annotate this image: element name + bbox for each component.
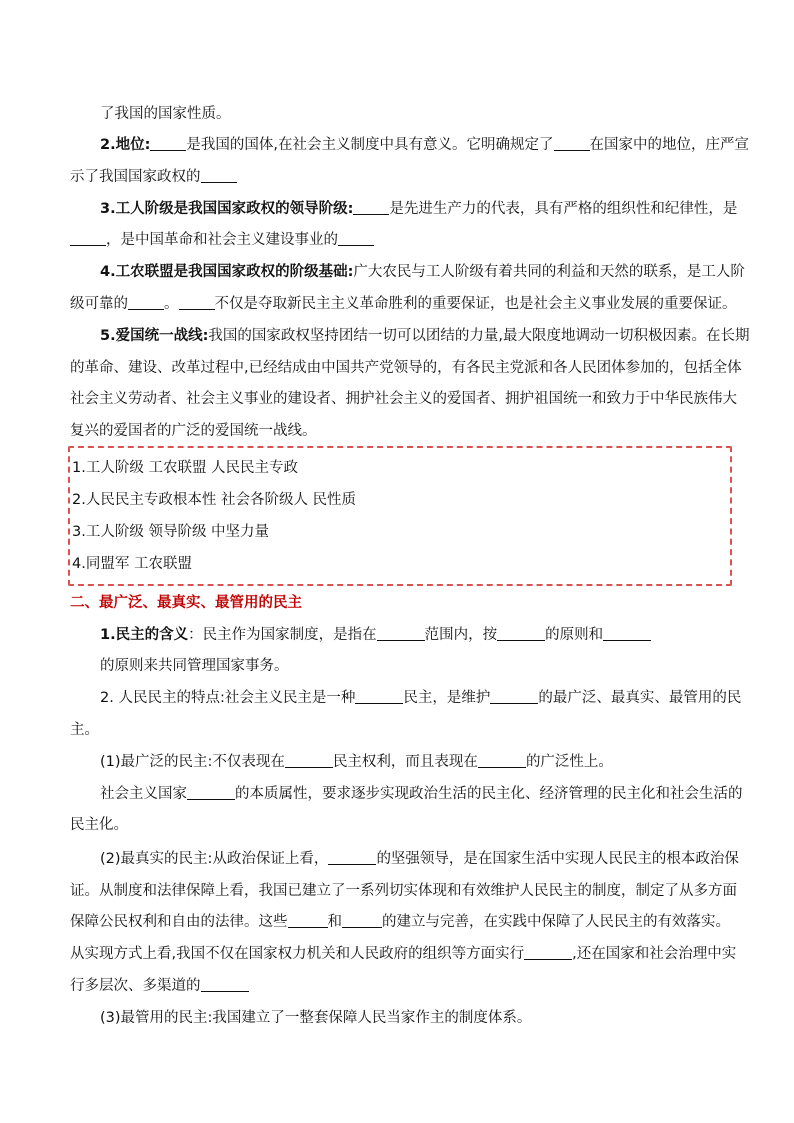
paragraph-alliance-line2: 级可靠的 。 不仅是夺取新民主主义革命胜利的重要保证，也是社会主义事业发展的重要保证。	[70, 296, 737, 312]
fill-blank[interactable]	[355, 689, 403, 704]
paragraph-status-line2: 示了我国国家政权的	[70, 167, 237, 187]
paragraph-united-front-line2: 的革命、建设、改革过程中,已经结成由中国共产党领导的，有各民主党派和各人民团体参加的，包括全体	[70, 360, 742, 376]
paragraph-continuation: 了我国的国家性质。	[100, 106, 231, 122]
fill-blank[interactable]	[179, 295, 215, 310]
paragraph-broadest-line3: 民主化。	[70, 817, 128, 833]
fill-blank[interactable]	[201, 168, 237, 183]
fill-blank[interactable]	[353, 200, 389, 215]
fill-blank[interactable]	[497, 626, 545, 641]
fill-blank[interactable]	[201, 977, 249, 992]
paragraph-truest-line3: 保障公民权利和自由的法律。这些 和 的建立与完善，在实践中保障了人民民主的有效落实。	[70, 914, 730, 930]
fill-blank[interactable]	[554, 136, 590, 151]
paragraph-truest-line4: 从实现方式上看,我国不仅在国家权力机关和人民政府的组织等方面实行 ,还在国家和社会治理中实	[70, 946, 737, 962]
paragraph-features-line1: 2. 人民民主的特点:社会主义民主是一种 民主，是维护 的最广泛、最真实、最管用的民	[100, 690, 742, 706]
paragraph-status-line1: 2.地位: 是我国的国体,在社会主义制度中具有意义。它明确规定了 在国家中的地位，庄严宣	[100, 137, 750, 153]
paragraph-truest-line1: (2)最真实的民主:从政治保证上看， 的坚强领导，是在国家生活中实现人民民主的根本政治保	[100, 851, 739, 867]
paragraph-united-front-line3: 社会主义劳动者、社会主义事业的建设者、拥护社会主义的爱国者、拥护祖国统一和致力于中华民族伟大	[70, 391, 737, 407]
fill-blank[interactable]	[285, 753, 333, 768]
answer-item: 1.工人阶级 工农联盟 人民民主专政	[72, 460, 299, 476]
paragraph-alliance-line1: 4.工农联盟是我国国家政权的阶级基础:广大农民与工人阶级有着共同的利益和天然的联系，是工人阶	[100, 264, 745, 280]
fill-blank[interactable]	[490, 689, 538, 704]
fill-blank[interactable]	[478, 753, 526, 768]
paragraph-truest-line2: 证。从制度和法律保障上看，我国已建立了一系列切实体现和有效维护人民民主的制度，制定了从多方面	[70, 883, 737, 899]
fill-blank[interactable]	[70, 231, 106, 246]
paragraph-truest-line5: 行多层次、多渠道的	[70, 976, 249, 996]
fill-blank[interactable]	[338, 231, 374, 246]
fill-blank[interactable]	[377, 626, 425, 641]
paragraph-broadest-line1: (1)最广泛的民主:不仅表现在 民主权利，而且表现在 的广泛性上。	[100, 754, 613, 770]
answer-item: 4.同盟军 工农联盟	[72, 556, 192, 572]
paragraph-democracy-meaning-line1: 1.民主的含义：民主作为国家制度，是指在 范围内，按 的原则和	[70, 625, 651, 645]
paragraph-working-class-line1: 3.工人阶级是我国国家政权的领导阶级: 是先进生产力的代表，具有严格的组织性和纪律性，是	[100, 201, 738, 217]
fill-blank[interactable]	[603, 626, 651, 641]
fill-blank[interactable]	[342, 913, 382, 928]
fill-blank[interactable]	[150, 136, 186, 151]
fill-blank[interactable]	[128, 295, 164, 310]
fill-blank[interactable]	[328, 850, 376, 865]
paragraph-working-class-line2: ，是中国革命和社会主义建设事业的	[70, 230, 374, 250]
paragraph-features-line2: 主。	[70, 722, 99, 738]
paragraph-most-effective: (3)最管用的民主:我国建立了一整套保障人民当家作主的制度体系。	[100, 1010, 532, 1026]
paragraph-democracy-meaning-line2: 的原则来共同管理国家事务。	[100, 658, 289, 674]
fill-blank[interactable]	[288, 913, 328, 928]
section-title: 二、最广泛、最真实、最管用的民主	[70, 595, 302, 611]
fill-blank[interactable]	[524, 945, 572, 960]
answer-item: 2.人民民主专政根本性 社会各阶级人 民性质	[72, 492, 357, 508]
paragraph-united-front-line1: 5.爱国统一战线:我国的国家政权坚持团结一切可以团结的力量,最大限度地调动一切积极因素。在长期	[100, 328, 750, 344]
paragraph-united-front-line4: 复兴的爱国者的广泛的爱国统一战线。	[70, 423, 317, 439]
answer-item: 3.工人阶级 领导阶级 中坚力量	[72, 524, 270, 540]
paragraph-broadest-line2: 社会主义国家 的本质属性，要求逐步实现政治生活的民主化、经济管理的民主化和社会生活的	[100, 786, 743, 802]
fill-blank[interactable]	[187, 785, 235, 800]
